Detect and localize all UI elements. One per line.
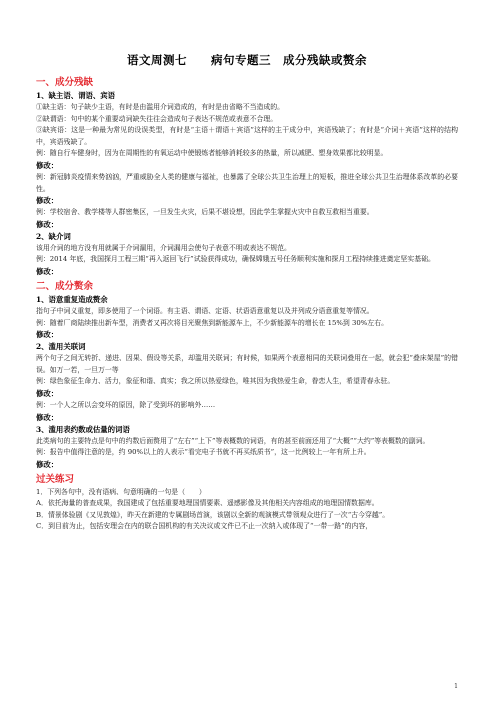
paragraph: 该用介词的地方没有用就属于介词漏用，介词漏用会使句子表意不明或表达不规范。 xyxy=(36,243,291,252)
page-title: 语文周测七 病句专题三 成分残缺或赘余 xyxy=(127,53,367,67)
question-stem: 1．下列各句中，没有语病、句意明确的一句是（ ） xyxy=(36,487,206,496)
page-number: 1 xyxy=(454,683,458,690)
paragraph: ①缺主语：句子缺少主语，有时是由滥用介词造成的，有时是由省略不当造成的。 xyxy=(36,103,285,111)
question-option-a: A．依托海量的普查成果，我国建成了包括重要地理国情要素、遥感影像及其他相关内容组成的地理国情数据库。 xyxy=(36,499,379,508)
paragraph: 两个句子之间无转折、递进、因果、假设等关系，却滥用关联词；有时候，如果两个表意相同的关联词叠用在一起，就会犯“叠床架屋”的错误。如万一若，一旦万一等 xyxy=(36,354,458,374)
example-paragraph: 例：随自行车健身时，因为在周期性的有氧运动中使锻炼者能够消耗较多的热量，所以减肥、塑身效果都比较明显。 xyxy=(36,149,388,158)
fix-label: 修改： xyxy=(36,266,59,276)
fix-label: 修改： xyxy=(36,459,59,469)
paragraph: ③缺宾语：这是一种最为常见的设误类型，有时是“主语＋谓语＋宾语”这样的主干成分中，宾语残缺了；有时是“介词＋宾语”这样的结构中，宾语残缺了。 xyxy=(36,126,458,146)
paragraph: 指句子中词义重复，即多使用了一个词语。有主语、谓语、定语、状语语意重复以及并列成分语意重复等情况。 xyxy=(36,306,374,315)
fix-label: 修改： xyxy=(36,330,59,340)
fix-label: 修改： xyxy=(36,219,59,229)
example-paragraph: 例：随着厂商陆续推出新车型，消费者又再次将目光聚焦到新能源车上，不少新能源车的增长在 15%到 30%左右。 xyxy=(36,318,388,327)
fix-label: 修改： xyxy=(36,388,59,398)
paragraph: 此类病句的主要特点是句中的约数后面赘用了“左右”“上下”等表概数的词语，有的甚至前面还用了“大概”“大约”等表概数的副词。 xyxy=(36,436,430,445)
subheading: 2、滥用关联词 xyxy=(36,342,86,352)
section-heading-exercises: 过关练习 xyxy=(36,473,75,485)
question-option-b: B．情景体验剧《又见敦煌》，昨天在新建的专属剧场首演，该剧以全新的观演模式带领观众进行了一次“古今穿越”。 xyxy=(36,510,390,519)
example-paragraph: 例：报告中值得注意的是，约 90%以上的人表示“看完电子书就不再买纸质书”，这一比例较上一年有所上升。 xyxy=(36,448,371,457)
paragraph: ②缺谓语：句中的某个重要动词缺失往往会造成句子表达不规范或表意不合理。 xyxy=(36,114,278,123)
subheading: 2、缺介词 xyxy=(36,231,71,241)
section-heading-redundant: 二、成分赘余 xyxy=(36,280,94,292)
subheading: 1、语意重复造成赘余 xyxy=(36,294,108,304)
fix-label: 修改： xyxy=(36,160,59,170)
fix-label: 修改： xyxy=(36,412,59,422)
example-paragraph: 例：绿色象征生命力、活力，象征和谐、真实；我之所以热爱绿色，唯其因为我热爱生命，眷恋人生，希望青春永驻。 xyxy=(36,377,395,386)
subheading: 3、滥用表约数或估量的词语 xyxy=(36,424,130,434)
section-heading-incomplete: 一、成分残缺 xyxy=(36,77,94,88)
fix-label: 修改： xyxy=(36,196,59,206)
example-paragraph: 例：新冠肺炎疫情来势汹汹，严重威胁全人类的健康与福祉，也暴露了全球公共卫生治理上的短板，推进全球公共卫生治理体系改革的必要性。 xyxy=(36,172,458,193)
subheading: 1、缺主语、谓语、宾语 xyxy=(36,91,116,100)
example-paragraph: 例：一个人之所以会变坏的原因，除了受到坏的影响外…… xyxy=(36,400,216,409)
example-paragraph: 例：学校宿舍、教学楼等人群密集区，一旦发生火灾，后果不堪设想，因此学生掌握火灾中自救互救相当重要。 xyxy=(36,208,374,217)
example-paragraph: 例：2014 年底，我国探月工程三期“再入返回飞行”试验获得成功，确保嫦娥五号任务顺利实施和探月工程持续推进奠定坚实基础。 xyxy=(36,255,435,264)
question-option-c: C．到目前为止，包括安理会在内的联合国机构的有关决议或文件已不止一次纳入或体现了“一带一路”的内容， xyxy=(36,522,373,531)
